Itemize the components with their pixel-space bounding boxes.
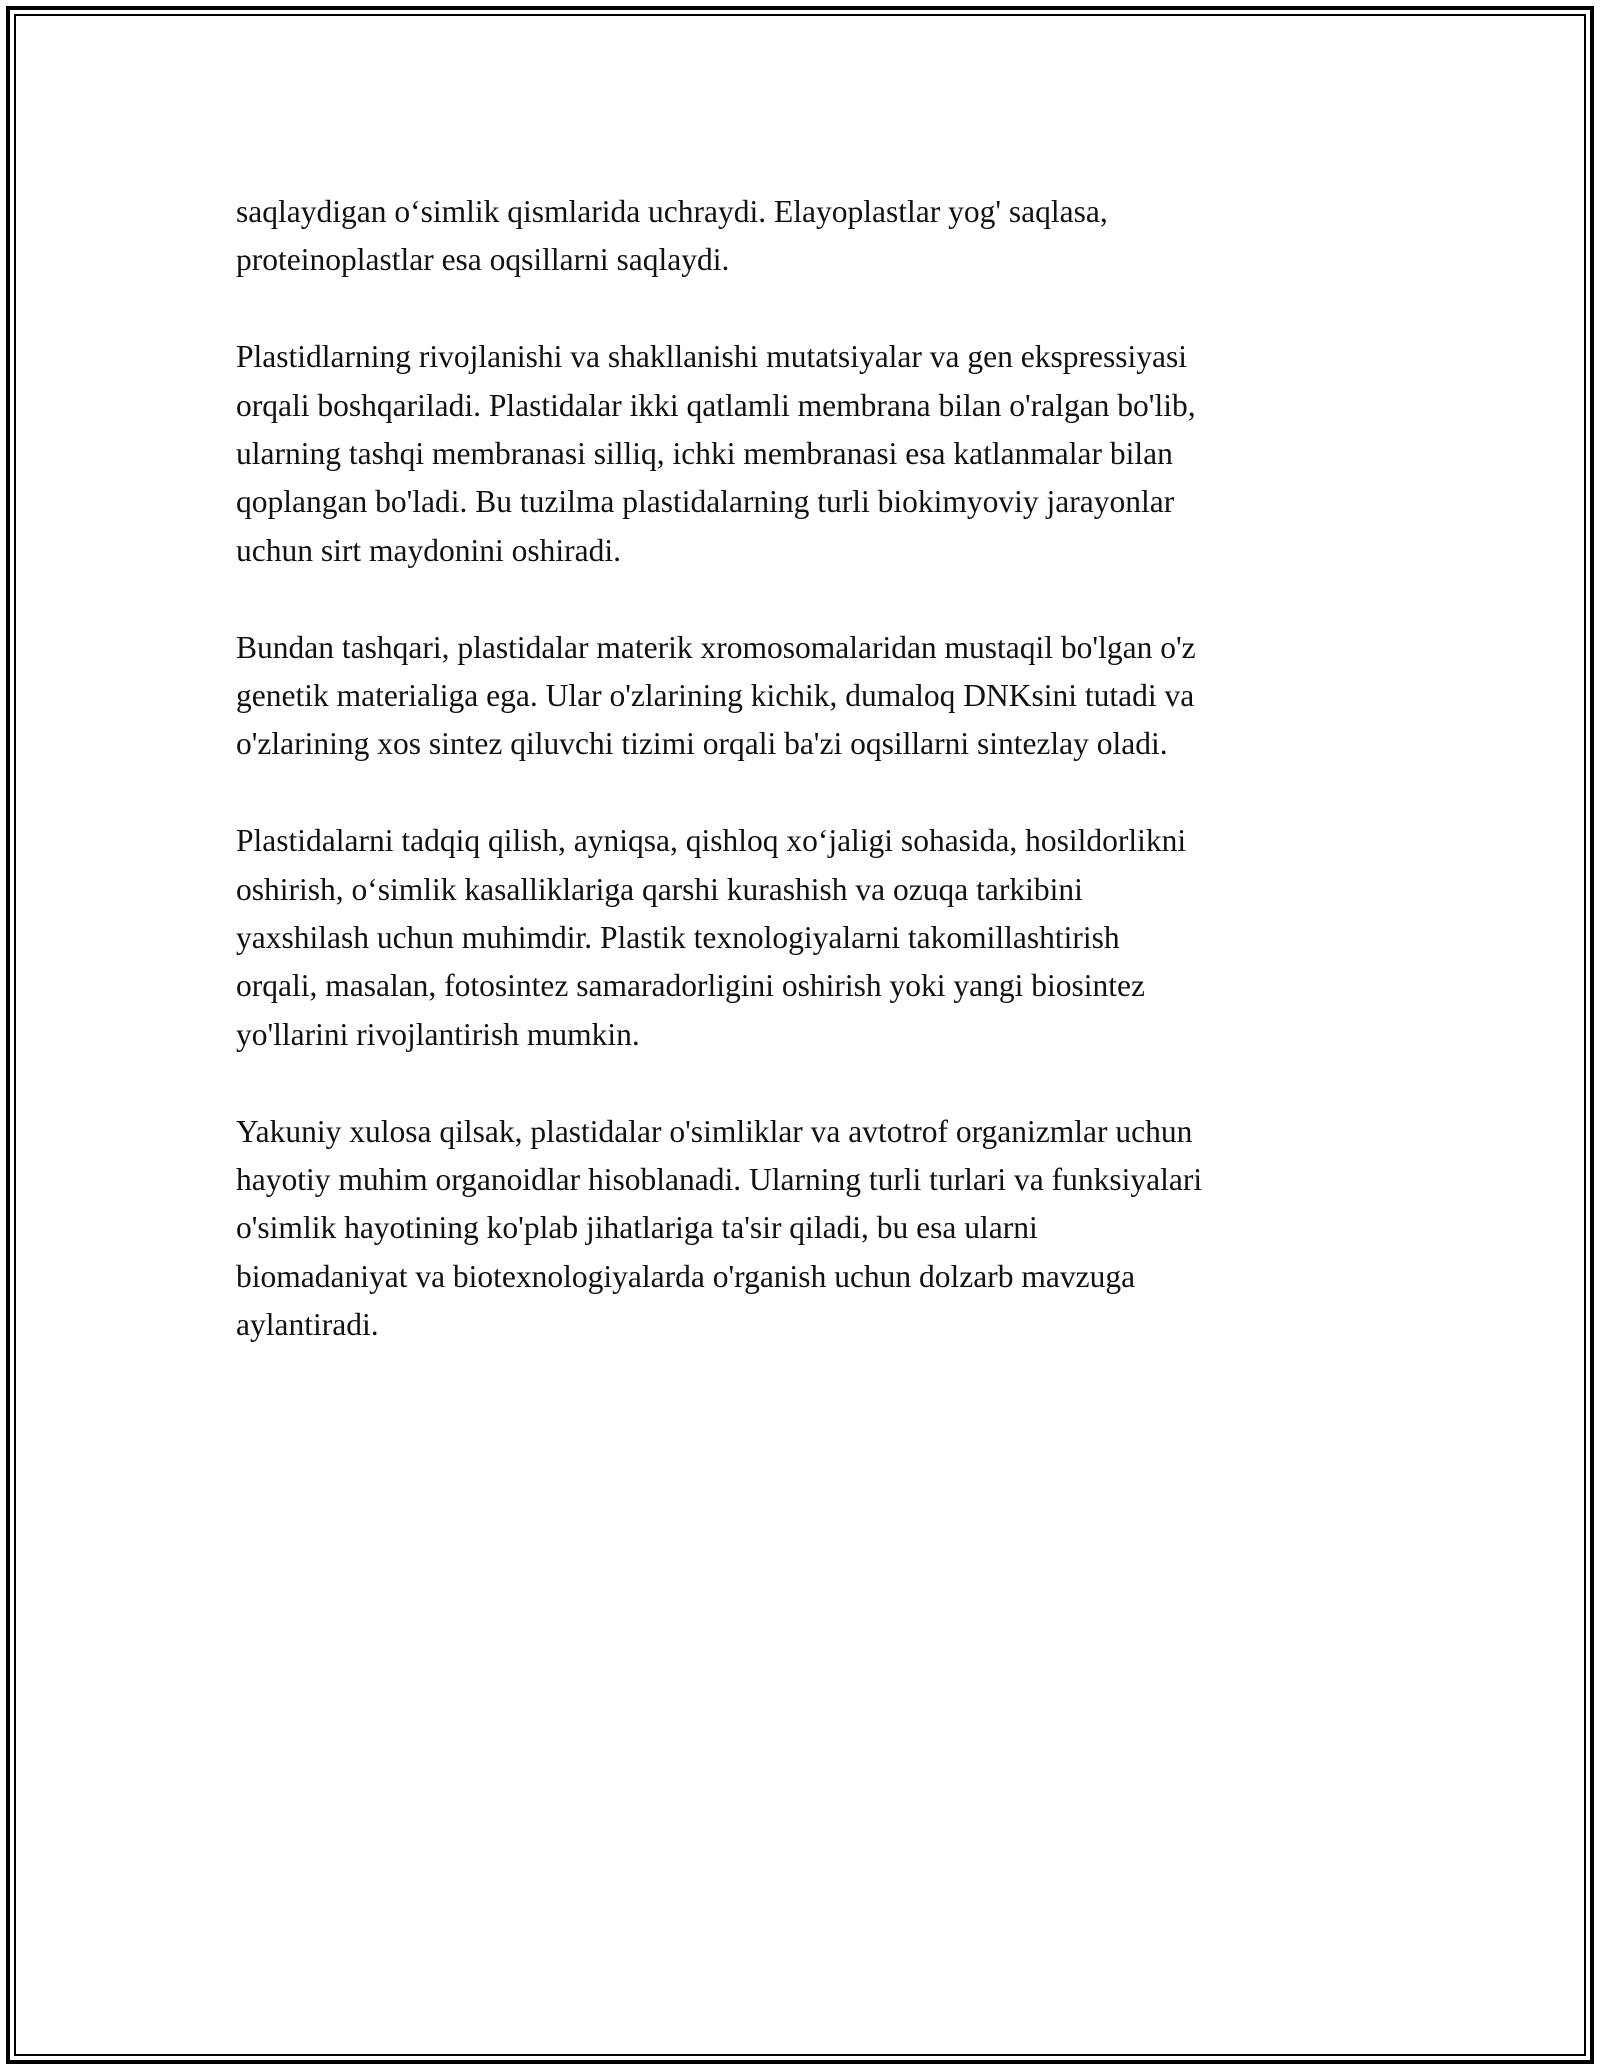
text-line: aylantiradi. <box>236 1307 379 1343</box>
paragraph-5 <box>236 1108 1396 1350</box>
text-line: Plastidalarni tadqiq qilish, ayniqsa, qishloq xo‘jaligi sohasida, hosildorlikni <box>236 823 1187 859</box>
text-line: yo'llarini rivojlantirish mumkin. <box>236 1016 640 1052</box>
paragraph-4 <box>236 817 1396 1059</box>
paragraph-3 <box>236 624 1396 769</box>
document-body <box>236 188 1396 1398</box>
text-line: Plastidlarning rivojlanishi va shakllanishi mutatsiyalar va gen ekspressiyasi <box>236 339 1187 375</box>
text-line: genetik materialiga ega. Ular o'zlarining kichik, dumaloq DNKsini tutadi va <box>236 678 1195 714</box>
text-line: uchun sirt maydonini oshiradi. <box>236 532 621 568</box>
text-line: o'simlik hayotining ko'plab jihatlariga ta'sir qiladi, bu esa ularni <box>236 1210 1038 1246</box>
text-line: yaxshilash uchun muhimdir. Plastik texnologiyalarni takomillashtirish <box>236 920 1120 956</box>
text-line: orqali boshqariladi. Plastidalar ikki qatlamli membrana bilan o'ralgan bo'lib, <box>236 387 1196 423</box>
text-line: saqlaydigan o‘simlik qismlarida uchraydi. Elayoplastlar yog' saqlasa, <box>236 194 1108 229</box>
text-line: oshirish, o‘simlik kasalliklariga qarshi kurashish va ozuqa tarkibini <box>236 871 1083 907</box>
text-line: hayotiy muhim organoidlar hisoblanadi. Ularning turli turlari va funksiyalari <box>236 1162 1203 1198</box>
paragraph-2 <box>236 333 1396 575</box>
text-line: ularning tashqi membranasi silliq, ichki membranasi esa katlanmalar bilan <box>236 436 1173 472</box>
text-line: Yakuniy xulosa qilsak, plastidalar o'simliklar va avtotrof organizmlar uchun <box>236 1113 1193 1149</box>
text-line: biomadaniyat va biotexnologiyalarda o'rganish uchun dolzarb mavzuga <box>236 1258 1136 1294</box>
paragraph-1 <box>236 188 1396 285</box>
text-line: proteinoplastlar esa oqsillarni saqlaydi. <box>236 242 730 278</box>
text-line: Bundan tashqari, plastidalar materik xromosomalaridan mustaqil bo'lgan o'z <box>236 629 1196 665</box>
text-line: orqali, masalan, fotosintez samaradorligini oshirish yoki yangi biosintez <box>236 968 1145 1004</box>
text-line: o'zlarining xos sintez qiluvchi tizimi orqali ba'zi oqsillarni sintezlay oladi. <box>236 726 1168 762</box>
text-line: qoplangan bo'ladi. Bu tuzilma plastidalarning turli biokimyoviy jarayonlar <box>236 484 1175 520</box>
